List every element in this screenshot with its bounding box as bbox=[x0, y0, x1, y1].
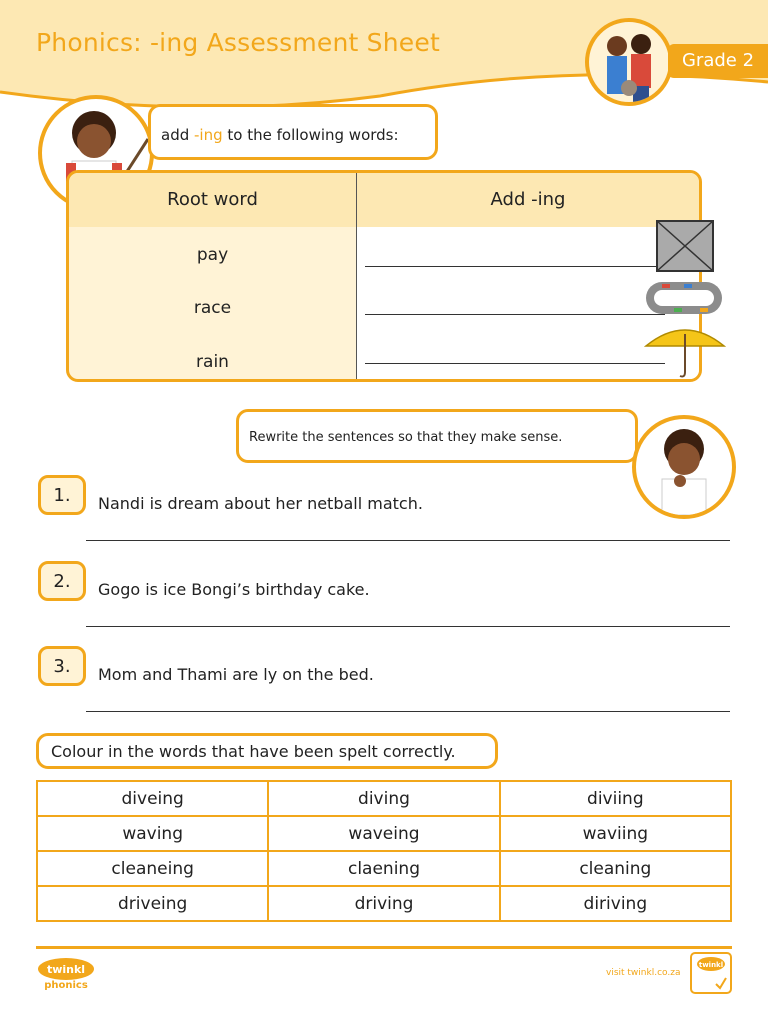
word-cell[interactable]: waviing bbox=[500, 816, 731, 851]
twinkl-website-link[interactable]: visit twinkl.co.za bbox=[606, 968, 681, 978]
word-cell[interactable]: diriving bbox=[500, 886, 731, 921]
money-icon bbox=[656, 220, 714, 272]
word-cell[interactable]: driveing bbox=[37, 886, 268, 921]
instruction-prefix: add bbox=[161, 126, 195, 144]
word-cell[interactable]: cleaneing bbox=[37, 851, 268, 886]
write-line-1[interactable] bbox=[86, 540, 730, 541]
quality-standard-badge bbox=[690, 952, 732, 994]
word-cell[interactable]: waving bbox=[37, 816, 268, 851]
item-number-2: 2. bbox=[38, 561, 86, 601]
answer-line-2[interactable] bbox=[365, 314, 665, 315]
answer-line-3[interactable] bbox=[365, 363, 665, 364]
word-cell[interactable]: cleaning bbox=[500, 851, 731, 886]
instruction-highlight: -ing bbox=[194, 126, 223, 144]
table-row bbox=[37, 851, 731, 886]
twinkl-phonics-logo[interactable] bbox=[36, 956, 100, 992]
word-cell[interactable]: diveing bbox=[37, 781, 268, 816]
write-line-3[interactable] bbox=[86, 711, 730, 712]
sentence-2: Gogo is ice Bongi’s birthday cake. bbox=[98, 580, 370, 599]
race-track-icon bbox=[644, 276, 728, 320]
write-line-2[interactable] bbox=[86, 626, 730, 627]
colour-instruction: Colour in the words that have been spelt correctly. bbox=[36, 733, 498, 769]
word-cell[interactable]: claening bbox=[268, 851, 499, 886]
umbrella-icon bbox=[644, 322, 726, 380]
logo-text-phonics: phonics bbox=[44, 980, 88, 991]
root-word-table bbox=[66, 170, 702, 382]
column-divider bbox=[356, 173, 357, 379]
sentence-1: Nandi is dream about her netball match. bbox=[98, 494, 423, 513]
table-row bbox=[37, 816, 731, 851]
word-cell[interactable]: driving bbox=[268, 886, 499, 921]
root-word-2: race bbox=[193, 298, 232, 318]
word-cell[interactable]: diving bbox=[268, 781, 499, 816]
boy-thinking-illustration bbox=[632, 415, 736, 519]
item-number-1: 1. bbox=[38, 475, 86, 515]
root-word-1: pay bbox=[196, 245, 229, 265]
word-cell[interactable]: diviing bbox=[500, 781, 731, 816]
logo-text-twinkl: twinkl bbox=[46, 963, 86, 976]
spelling-grid bbox=[36, 780, 732, 922]
instruction-bubble-rewrite: Rewrite the sentences so that they make sense. bbox=[236, 409, 638, 463]
children-illustration bbox=[585, 18, 673, 106]
instruction-bubble-add-ing bbox=[148, 104, 438, 160]
table-row bbox=[37, 781, 731, 816]
col-header-add-ing: Add -ing bbox=[357, 173, 699, 227]
answer-line-1[interactable] bbox=[365, 266, 665, 267]
root-word-3: rain bbox=[196, 352, 229, 372]
grade-badge: Grade 2 bbox=[668, 44, 768, 78]
table-row bbox=[37, 886, 731, 921]
col-header-root: Root word bbox=[69, 173, 356, 227]
word-cell[interactable]: waveing bbox=[268, 816, 499, 851]
item-number-3: 3. bbox=[38, 646, 86, 686]
badge-text: twinkl bbox=[698, 961, 724, 969]
sentence-3: Mom and Thami are ly on the bed. bbox=[98, 665, 374, 684]
instruction-suffix: to the following words: bbox=[222, 126, 399, 144]
page-title: Phonics: -ing Assessment Sheet bbox=[36, 28, 440, 57]
footer-divider bbox=[36, 946, 732, 949]
